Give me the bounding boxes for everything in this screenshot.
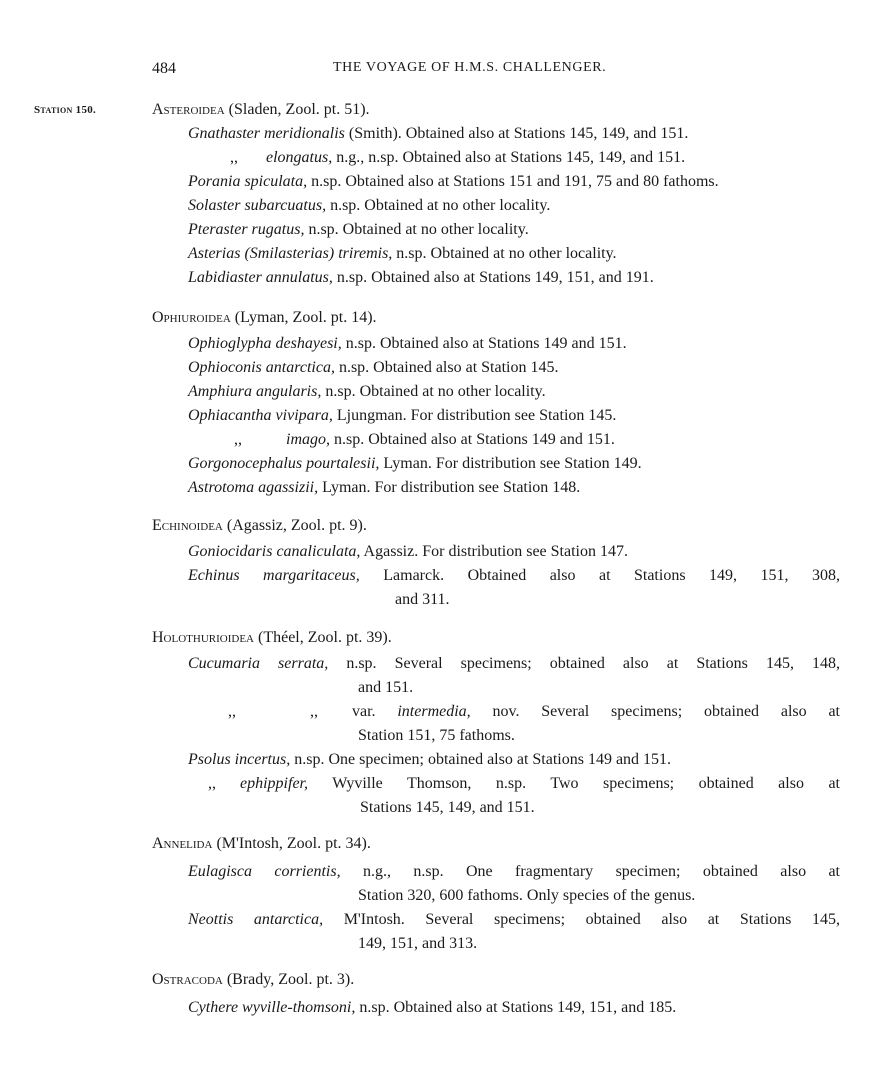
species-name: Ophioconis antarctica,	[188, 359, 335, 376]
entry-text: n.sp. Obtained at no other locality.	[392, 245, 617, 262]
entry-text: n.sp. Several specimens; obtained also at Stations 145, 148,	[328, 655, 840, 672]
section-name: Holothurioidea	[152, 629, 254, 646]
entry-text: Agassiz. For distribution see Station 147.	[360, 543, 628, 560]
species-name: Gnathaster meridionalis	[188, 125, 345, 142]
entry-continuation: Station 320, 600 fathoms. Only species of the genus.	[358, 887, 696, 904]
variety-label: var.	[352, 703, 398, 720]
species-name: Echinus margaritaceus,	[188, 567, 360, 584]
ditto-mark: ,,	[234, 431, 242, 448]
entry-text: n.sp. Obtained at no other locality.	[326, 197, 551, 214]
entry-text: n.g., n.sp. One fragmentary specimen; obtained also at	[340, 863, 840, 880]
running-title: THE VOYAGE OF H.M.S. CHALLENGER.	[333, 60, 607, 75]
section-authority: (Brady, Zool. pt. 3).	[222, 971, 355, 988]
species-name: imago,	[286, 431, 330, 448]
entry	[188, 566, 840, 586]
entry-text: Ljungman. For distribution see Station 145.	[332, 407, 617, 424]
section-authority: (Lyman, Zool. pt. 14).	[230, 309, 377, 326]
entry-text: n.sp. Obtained also at Stations 149, 151, and 185.	[355, 999, 677, 1016]
entry	[188, 382, 546, 402]
entry	[188, 124, 688, 144]
station-label: Station 150.	[34, 104, 97, 116]
section-name: Asteroidea	[152, 101, 225, 118]
section-heading-asteroidea	[152, 100, 370, 120]
species-name: ephippifer,	[240, 775, 308, 792]
section-authority: (Sladen, Zool. pt. 51).	[224, 101, 370, 118]
species-name: Gorgonocephalus pourtalesii,	[188, 455, 380, 472]
ditto-mark: ,,	[310, 703, 318, 720]
entry-text: Lamarck. Obtained also at Stations 149, 151, 308,	[359, 567, 840, 584]
page-number: 484	[152, 60, 176, 77]
entry-text: n.sp. Obtained also at Station 145.	[334, 359, 559, 376]
entry	[188, 268, 654, 288]
entry-text: n.sp. Obtained also at Stations 149, 151, and 191.	[332, 269, 654, 286]
species-name: Asterias (Smilasterias) triremis,	[188, 245, 393, 262]
entry	[188, 910, 840, 930]
entry-text: nov. Several specimens; obtained also at	[470, 703, 840, 720]
species-name: Solaster subarcuatus,	[188, 197, 327, 214]
species-name: Eulagisca corrientis,	[188, 863, 341, 880]
entry	[188, 454, 642, 474]
species-name: Porania spiculata,	[188, 173, 308, 190]
section-authority: (M'Intosh, Zool. pt. 34).	[212, 835, 371, 852]
entry	[188, 406, 616, 426]
section-authority: (Agassiz, Zool. pt. 9).	[222, 517, 367, 534]
entry-text: Lyman. For distribution see Station 149.	[379, 455, 642, 472]
ditto-mark: ,,	[228, 703, 236, 720]
entry-text: n.sp. Obtained at no other locality.	[321, 383, 546, 400]
entry-text: Lyman. For distribution see Station 148.	[318, 479, 581, 496]
section-heading-ostracoda	[152, 970, 354, 990]
entry	[188, 334, 627, 354]
entry	[188, 244, 617, 264]
entry-text: n.sp. Obtained also at Stations 149 and 151.	[330, 431, 615, 448]
section-name: Annelida	[152, 835, 213, 852]
entry-text: n.sp. One specimen; obtained also at Stations 149 and 151.	[290, 751, 672, 768]
entry	[188, 862, 840, 882]
section-heading-annelida	[152, 834, 371, 854]
section-name: Echinoidea	[152, 517, 223, 534]
entry	[188, 358, 558, 378]
entry-text: M'Intosh. Several specimens; obtained also at Stations 145,	[323, 911, 841, 928]
section-heading-holothurioidea	[152, 628, 392, 648]
ditto-mark: ,,	[230, 149, 238, 166]
species-name: intermedia,	[397, 703, 471, 720]
entry	[188, 220, 529, 240]
entry	[188, 478, 580, 498]
species-name: Ophiacantha vivipara,	[188, 407, 333, 424]
entry-text: n.sp. Obtained also at Stations 151 and 191, 75 and 80 fathoms.	[307, 173, 719, 190]
entry-continuation: Stations 145, 149, and 151.	[360, 799, 535, 816]
entry	[188, 654, 840, 674]
species-name: elongatus,	[266, 149, 333, 166]
entry-continuation: and 151.	[358, 679, 414, 696]
ditto-mark: ,,	[208, 775, 216, 792]
section-name: Ostracoda	[152, 971, 223, 988]
entry	[188, 750, 671, 770]
entry-text: n.sp. Obtained at no other locality.	[304, 221, 529, 238]
entry-continuation: 149, 151, and 313.	[358, 935, 478, 952]
entry	[188, 196, 550, 216]
entry-continuation: Station 151, 75 fathoms.	[358, 727, 515, 744]
entry	[352, 702, 840, 722]
section-name: Ophiuroidea	[152, 309, 231, 326]
entry	[188, 542, 628, 562]
entry-continuation: and 311.	[395, 591, 450, 608]
entry	[234, 430, 615, 450]
species-name: Astrotoma agassizii,	[188, 479, 319, 496]
entry-text: Wyville Thomson, n.sp. Two specimens; obtained also at	[308, 775, 840, 792]
entry	[240, 774, 840, 794]
entry-text: (Smith). Obtained also at Stations 145, 149, and 151.	[344, 125, 689, 142]
entry-text: n.sp. Obtained also at Stations 149 and 151.	[341, 335, 627, 352]
species-name: Neottis antarctica,	[188, 911, 324, 928]
species-name: Ophioglypha deshayesi,	[188, 335, 342, 352]
species-name: Pteraster rugatus,	[188, 221, 305, 238]
entry	[188, 998, 676, 1018]
species-name: Cucumaria serrata,	[188, 655, 329, 672]
section-heading-echinoidea	[152, 516, 367, 536]
section-authority: (Théel, Zool. pt. 39).	[253, 629, 392, 646]
species-name: Psolus incertus,	[188, 751, 291, 768]
species-name: Cythere wyville-thomsoni,	[188, 999, 356, 1016]
entry-text: n.g., n.sp. Obtained also at Stations 145, 149, and 151.	[332, 149, 686, 166]
entry	[230, 148, 685, 168]
entry	[188, 172, 719, 192]
species-name: Labidiaster annulatus,	[188, 269, 333, 286]
section-heading-ophiuroidea	[152, 308, 377, 328]
species-name: Amphiura angularis,	[188, 383, 322, 400]
species-name: Goniocidaris canaliculata,	[188, 543, 361, 560]
